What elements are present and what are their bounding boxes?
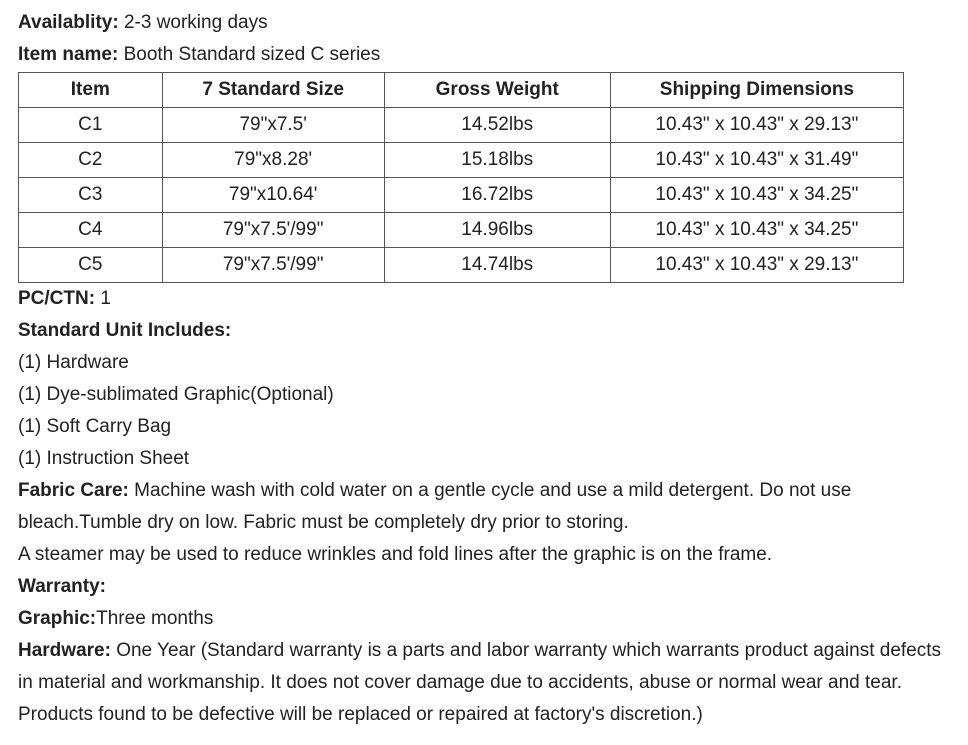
hardware-warranty-paragraph — [18, 635, 948, 731]
cell-size: 79"x7.5'/99" — [162, 213, 384, 248]
header-item: Item — [19, 73, 163, 108]
cell-weight: 16.72lbs — [384, 178, 610, 213]
includes-label: Standard Unit Includes: — [18, 320, 232, 341]
cell-item: C1 — [19, 108, 163, 143]
hardware-warranty-value: One Year (Standard warranty is a parts and labor warranty which warrants product against defects in material and workmanship. It does not cover damage due to accidents, abuse or normal wear and tear. Products found to be defective will be replaced or repaired at factory's discretion.) — [18, 640, 942, 725]
cell-size: 79"x7.5'/99" — [162, 248, 384, 283]
fabric-care-label: Fabric Care: — [18, 480, 129, 501]
warranty-label: Warranty: — [18, 576, 106, 597]
pc-ctn-value: 1 — [100, 288, 111, 309]
cell-dimensions: 10.43" x 10.43" x 34.25" — [610, 213, 903, 248]
item-name-value: Booth Standard sized C series — [123, 44, 381, 65]
header-gross-weight: Gross Weight — [384, 73, 610, 108]
cell-dimensions: 10.43" x 10.43" x 29.13" — [610, 248, 903, 283]
hardware-warranty-label: Hardware: — [18, 640, 111, 661]
includes-heading — [18, 315, 948, 347]
cell-size: 79"x7.5' — [162, 108, 384, 143]
fabric-care-text: Machine wash with cold water on a gentle cycle and use a mild detergent. Do not use bleach.Tumble dry on low. Fabric must be completely dry prior to storing. — [18, 480, 852, 533]
item-name-label: Item name: — [18, 44, 119, 65]
size-spec-table — [18, 72, 904, 283]
cell-item: C5 — [19, 248, 163, 283]
list-item: (1) Hardware — [18, 352, 129, 373]
cell-weight: 15.18lbs — [384, 143, 610, 178]
list-item: (1) Dye-sublimated Graphic(Optional) — [18, 384, 334, 405]
pc-ctn-label: PC/CTN: — [18, 288, 96, 309]
table-row — [19, 108, 904, 143]
steamer-note: A steamer may be used to reduce wrinkles and fold lines after the graphic is on the frame. — [18, 544, 773, 565]
cell-item: C4 — [19, 213, 163, 248]
table-row — [19, 143, 904, 178]
pc-ctn-line — [18, 283, 948, 315]
table-row — [19, 213, 904, 248]
cell-size: 79"x10.64' — [162, 178, 384, 213]
cell-dimensions: 10.43" x 10.43" x 29.13" — [610, 108, 903, 143]
graphic-warranty-value: Three months — [96, 608, 214, 629]
header-standard-size: 7 Standard Size — [162, 73, 384, 108]
item-name-line — [18, 39, 948, 71]
table-row — [19, 178, 904, 213]
table-row — [19, 248, 904, 283]
cell-dimensions: 10.43" x 10.43" x 31.49" — [610, 143, 903, 178]
cell-item: C2 — [19, 143, 163, 178]
cell-weight: 14.96lbs — [384, 213, 610, 248]
availability-label: Availablity: — [18, 12, 119, 33]
cell-size: 79"x8.28' — [162, 143, 384, 178]
list-item: (1) Soft Carry Bag — [18, 416, 172, 437]
header-shipping-dimensions: Shipping Dimensions — [610, 73, 903, 108]
graphic-warranty-label: Graphic: — [18, 608, 97, 629]
fabric-care-paragraph — [18, 475, 948, 539]
cell-dimensions: 10.43" x 10.43" x 34.25" — [610, 178, 903, 213]
cell-weight: 14.74lbs — [384, 248, 610, 283]
graphic-warranty-line — [18, 603, 948, 635]
cell-weight: 14.52lbs — [384, 108, 610, 143]
product-spec-document — [18, 7, 948, 731]
list-item: (1) Instruction Sheet — [18, 448, 190, 469]
availability-line — [18, 7, 948, 39]
availability-value: 2-3 working days — [123, 12, 268, 33]
cell-item: C3 — [19, 178, 163, 213]
table-header-row — [19, 73, 904, 108]
warranty-heading — [18, 571, 948, 603]
